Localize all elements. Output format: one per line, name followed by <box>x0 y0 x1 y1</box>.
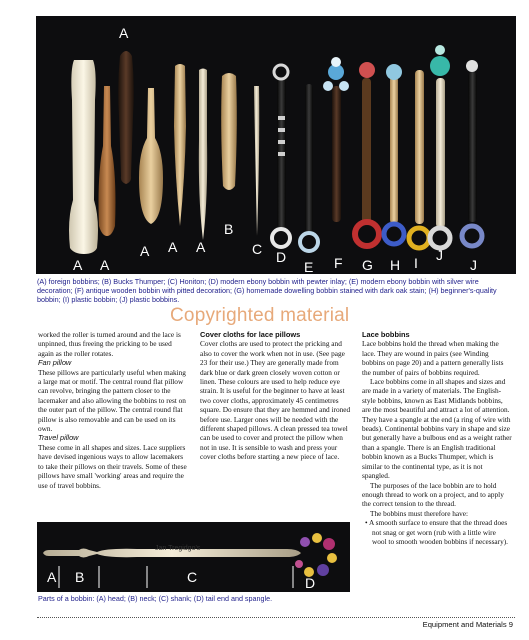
lace-bobbins-p2: Lace bobbins come in all shapes and sizes and are made in a variety of materials. The English-style bobbins, known as East Midlands bobbins, are the most beautiful and attract a lot of attention. They have a spangle at the end (a ring of wire with beads). Continental bobbins vary in shape and size but generally have a bulbous end as a weight rather than a spangle. There is an English traditional bobbin known as a Bucks Thumper, which is similar to the continental type, as it is not spangled. <box>362 377 512 481</box>
copyright-watermark: Copyrighted material <box>170 305 350 326</box>
footer-rule <box>37 617 515 618</box>
lace-bobbins-heading: Lace bobbins <box>362 330 410 339</box>
bobbin-plastic-i <box>415 70 424 224</box>
part-label-c: C <box>187 569 198 585</box>
label-a-top: A <box>119 25 129 41</box>
lace-bobbins-bullet: • A smooth surface to ensure that the thread does not snag or get worn (rub with a little wire wool to smooth wooden bobbins if necessary). <box>365 518 508 546</box>
lace-bobbins-p3: The purposes of the lace bobbin are to hold enough thread to work on a project, and to apply the correct tension to the thread. <box>362 480 504 509</box>
footer-section: Equipment and Materials <box>422 620 507 629</box>
top-photo-caption: (A) foreign bobbins; (B) Bucks Thumper; (C) Honiton; (D) modern ebony bobbin with pewter inlay; (E) modern ebony bobbin with silver wire decoration; (F) antique wooden bobbin with pitted decoration; (G) homemade dowelling bobbin stained with dark oak stain; (H) beginner's-quality bobbin; (I) plastic bobbin; (J) plastic bobbins. <box>37 277 497 304</box>
cover-cloths-text: Cover cloths are used to protect the pricking and also to cover the work when not in use. (See page 23 for their use.) They are generally made from dark blue or dark green closely woven cotton or linen. These colours are used to help reduce eye strain. It is useful for the beginner to have at least two cover cloths, approximately 45 centimetres square. Do ensure that they are hemmed and ironed before use. Larger ones will be needed with the different shaped pillows. A clean pressed tea towel can be used to cover and protect the pillow when not in use. It is sensible to wash and press your cover cloths before starting a new piece of lace. <box>200 339 351 462</box>
column-2 <box>200 330 352 462</box>
photo-label-a-0: A <box>73 257 83 273</box>
bobbin-dark <box>118 51 134 184</box>
bobbin-ivory <box>69 60 98 254</box>
page-number: 9 <box>508 620 513 629</box>
bobbin-slim <box>174 64 186 226</box>
cover-cloths-heading: Cover cloths for lace pillows <box>200 330 301 339</box>
part-label-d: D <box>305 575 316 591</box>
travel-pillow-text: These come in all shapes and sizes. Lace suppliers have devised ingenious ways to allow lacemakers to take their pillows on their travels. Some of these pillows have small 'working' areas and require the use of travel bobbins. <box>38 442 187 490</box>
part-label-a: A <box>47 569 57 585</box>
bobbin-homemade <box>362 78 371 224</box>
part-label-b: B <box>75 569 85 585</box>
column-1 <box>38 330 188 490</box>
photo-label-h-11: H <box>390 257 401 273</box>
bobbins-photo <box>36 16 516 274</box>
bobbins-illustration <box>36 16 516 274</box>
fan-pillow-text: These pillows are particularly useful when making a large mat or motif. The central round flat pillow can revolve, bringing the pattern closer to the lacemaker and also allowing the bobbins to rest on the outer part of the pillow. The central round flat pillow is also removable and can be used on its own. <box>38 367 186 434</box>
lace-bobbins-p1: Lace bobbins hold the thread when making the lace. They are wound in pairs (see Winding bobbins on page 20) and a pattern generally lists the number of pairs of bobbins required. <box>362 339 504 377</box>
bobbin-parts-illustration <box>37 522 350 592</box>
bobbin-beginners <box>390 76 398 224</box>
bobbin-plastic-j1 <box>436 78 445 228</box>
bobbin-thin <box>254 86 259 236</box>
photo-label-a-2: A <box>140 243 150 259</box>
photo-label-a-1: A <box>100 257 110 273</box>
bobbin-thumper <box>139 88 163 224</box>
bobbin-honiton <box>221 73 237 190</box>
photo-label-g-10: G <box>362 257 373 273</box>
bullet-text: A smooth surface to ensure that the thread does not snag or get worn (rub with a little wire wool to smooth wooden bobbins if necessary). <box>368 518 508 546</box>
page-footer <box>423 620 513 629</box>
bobbin-antique <box>332 86 341 222</box>
bobbin-inscription: Jan Tregidgo's <box>155 545 201 552</box>
bobbin-plastic-j2 <box>468 72 477 222</box>
photo-label-j-14: J <box>470 257 477 273</box>
photo-label-c-6: C <box>252 241 263 257</box>
travel-pillow-heading: Travel pillow <box>38 433 79 443</box>
lace-bobbins-p4: The bobbins must therefore have: <box>370 508 469 518</box>
bottom-photo-caption: Parts of a bobbin: (A) head; (B) neck; (C) shank; (D) tail end and spangle. <box>38 594 273 603</box>
photo-label-b-5: B <box>224 221 234 237</box>
fan-pillow-heading: Fan pillow <box>38 358 72 368</box>
photo-label-a-4: A <box>196 239 206 255</box>
bobbin-slim-bone <box>199 69 207 241</box>
photo-label-a-3: A <box>168 239 178 255</box>
photo-label-f-9: F <box>334 255 343 271</box>
col1-intro: worked the roller is turned around and the lace is unpinned, thus freeing the pricking to be used again as the roller rotates. <box>38 330 181 358</box>
bobbin-wood <box>99 86 116 236</box>
photo-label-j-13: J <box>436 247 443 263</box>
bobbin-parts-photo <box>37 522 350 592</box>
photo-label-e-8: E <box>304 259 314 274</box>
bobbin-ebony-e <box>305 84 313 234</box>
photo-label-d-7: D <box>276 249 287 265</box>
column-3 <box>362 330 512 546</box>
photo-label-i-12: I <box>414 255 418 271</box>
